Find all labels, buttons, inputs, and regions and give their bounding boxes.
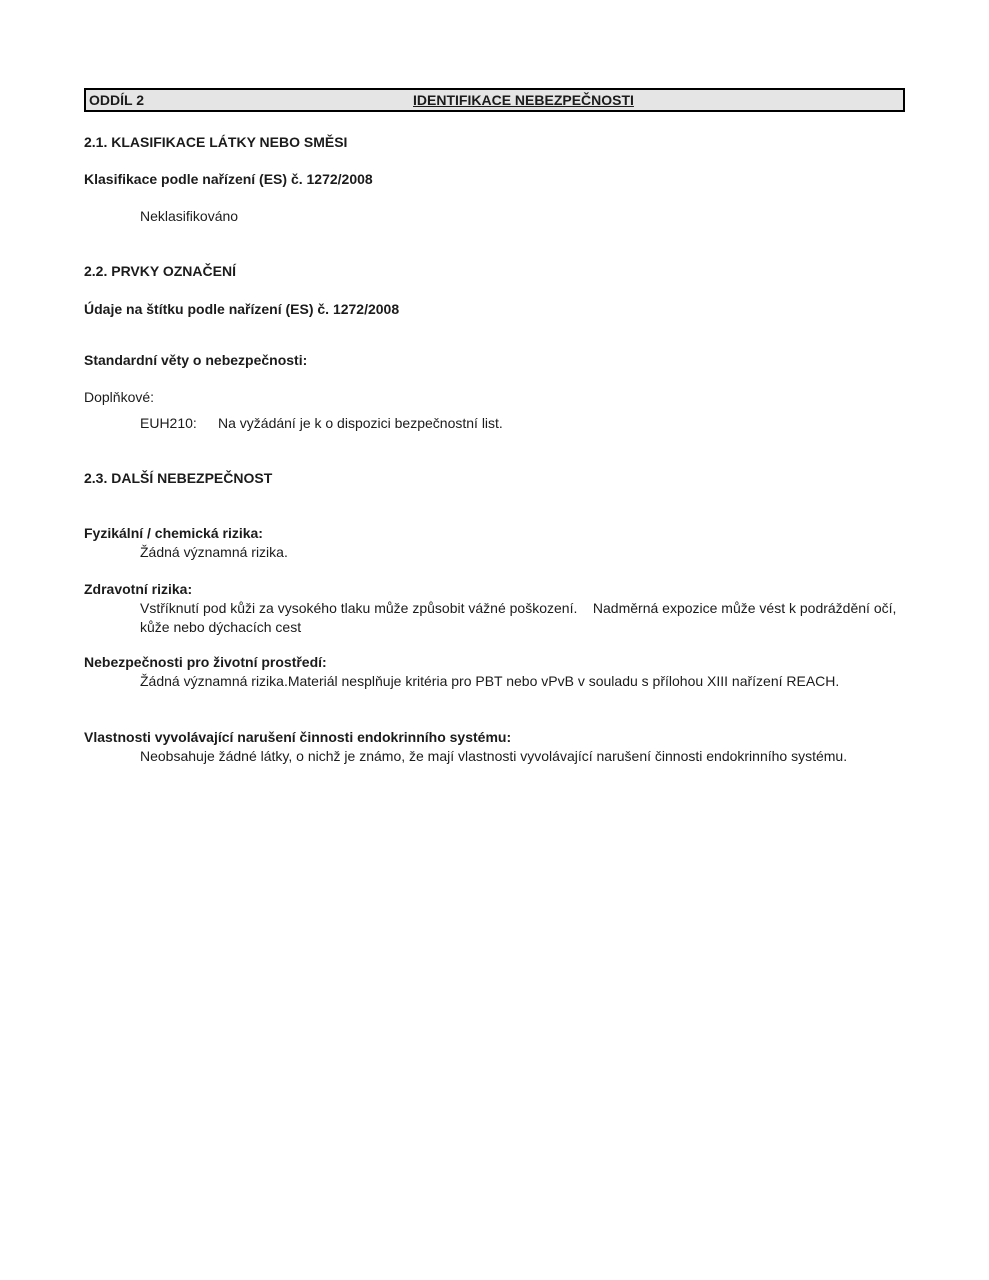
endocrine-properties-text: Neobsahuje žádné látky, o nichž je známo, že mají vlastnosti vyvolávající narušení činnosti endokrinního systému.: [140, 748, 848, 764]
section-header-bar: [84, 88, 905, 112]
environmental-hazards-label: Nebezpečnosti pro životní prostředí:: [84, 654, 327, 670]
hazard-statements-heading: Standardní věty o nebezpečnosti:: [84, 352, 308, 368]
classification-value: Neklasifikováno: [140, 208, 239, 224]
heading-2-1: 2.1. KLASIFIKACE LÁTKY NEBO SMĚSI: [84, 134, 348, 150]
euh-text: Na vyžádání je k o dispozici bezpečnostní list.: [218, 415, 503, 431]
label-data-heading: Údaje na štítku podle nařízení (ES) č. 1272/2008: [84, 301, 400, 317]
heading-2-3: 2.3. DALŠÍ NEBEZPEČNOST: [84, 470, 273, 486]
environmental-hazards-text: Žádná významná rizika.Materiál nesplňuje kritéria pro PBT nebo vPvB v souladu s přílohou XIII nařízení REACH.: [140, 673, 840, 689]
health-hazards-label: Zdravotní rizika:: [84, 581, 193, 597]
physical-hazards-text: Žádná významná rizika.: [140, 544, 288, 560]
euh-code: EUH210:: [140, 415, 197, 431]
endocrine-properties-label: Vlastnosti vyvolávající narušení činnosti endokrinního systému:: [84, 729, 512, 745]
section-title: IDENTIFIKACE NEBEZPEČNOSTI: [413, 92, 634, 108]
supplemental-statements-label: Doplňkové:: [84, 389, 155, 405]
euh-statement-row: [140, 414, 905, 433]
heading-2-2: 2.2. PRVKY OZNAČENÍ: [84, 263, 236, 279]
health-hazards-text: Vstříknutí pod kůži za vysokého tlaku může způsobit vážné poškození. Nadměrná expozice může vést k podráždění očí, kůže nebo dýchacích cest: [140, 600, 901, 635]
classification-regulation-heading: Klasifikace podle nařízení (ES) č. 1272/2008: [84, 171, 373, 187]
section-number: ODDÍL 2: [89, 92, 144, 108]
physical-hazards-label: Fyzikální / chemická rizika:: [84, 525, 263, 541]
